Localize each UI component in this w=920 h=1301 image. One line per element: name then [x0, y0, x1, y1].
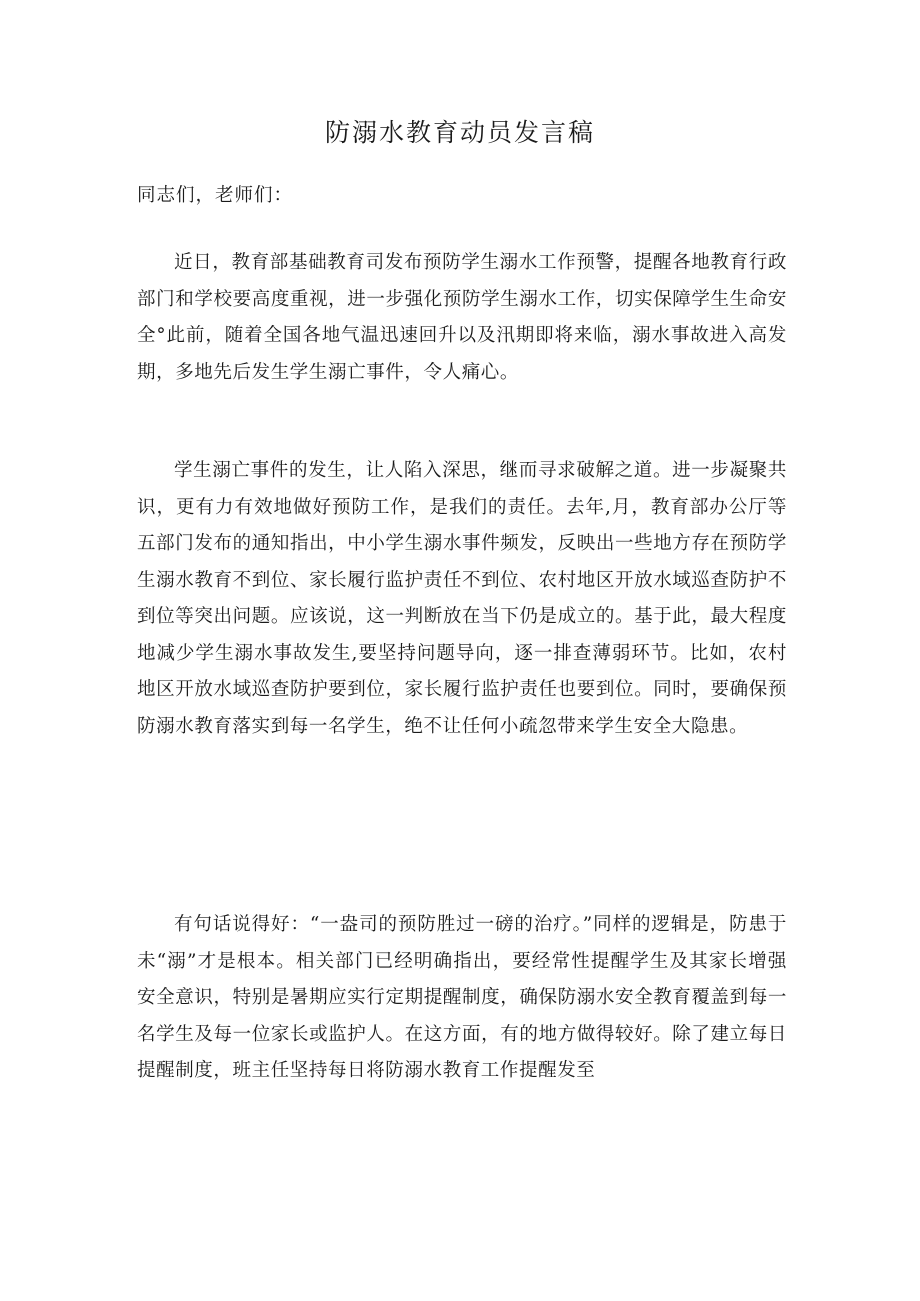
paragraph-1: 近日，教育部基础教育司发布预防学生溺水工作预警，提醒各地教育行政部门和学校要高度重视，进一步强化预防学生溺水工作，切实保障学生生命安全°此前，随着全国各地气温迅速回升以及汛期即将来临，溺水事故进入高发期，多地先后发生学生溺亡事件，令人痛心。 — [137, 252, 787, 383]
paragraph-3: 有句话说得好：“一盎司的预防胜过一磅的治疗。”同样的逻辑是，防患于未“溺”才是根本。相关部门已经明确指出，要经常性提醒学生及其家长增强安全意识，特别是暑期应实行定期提醒制度，确保防溺水安全教育覆盖到每一名学生及每一位家长或监护人。在这方面，有的地方做得较好。除了建立每日提醒制度，班主任坚持每日将防溺水教育工作提醒发至 — [137, 914, 787, 1081]
paragraph-2: 学生溺亡事件的发生，让人陷入深思，继而寻求破解之道。进一步凝聚共识，更有力有效地做好预防工作，是我们的责任。去年,月，教育部办公厅等五部门发布的通知指出，中小学生溺水事件频发，反映出一些地方存在预防学生溺水教育不到位、家长履行监护责任不到位、农村地区开放水域巡查防护不到位等突出问题。应该说，这一判断放在当下仍是成立的。基于此，最大程度地减少学生溺水事故发生,要坚持问题导向，逐一排查薄弱环节。比如，农村地区开放水域巡查防护要到位，家长履行监护责任也要到位。同时，要确保预防溺水教育落实到每一名学生，绝不让任何小疏忽带来学生安全大隐患。 — [137, 460, 787, 737]
document-title: 防溺水教育动员发言稿 — [324, 118, 595, 147]
salutation: 同志们，老师们： — [137, 185, 294, 206]
